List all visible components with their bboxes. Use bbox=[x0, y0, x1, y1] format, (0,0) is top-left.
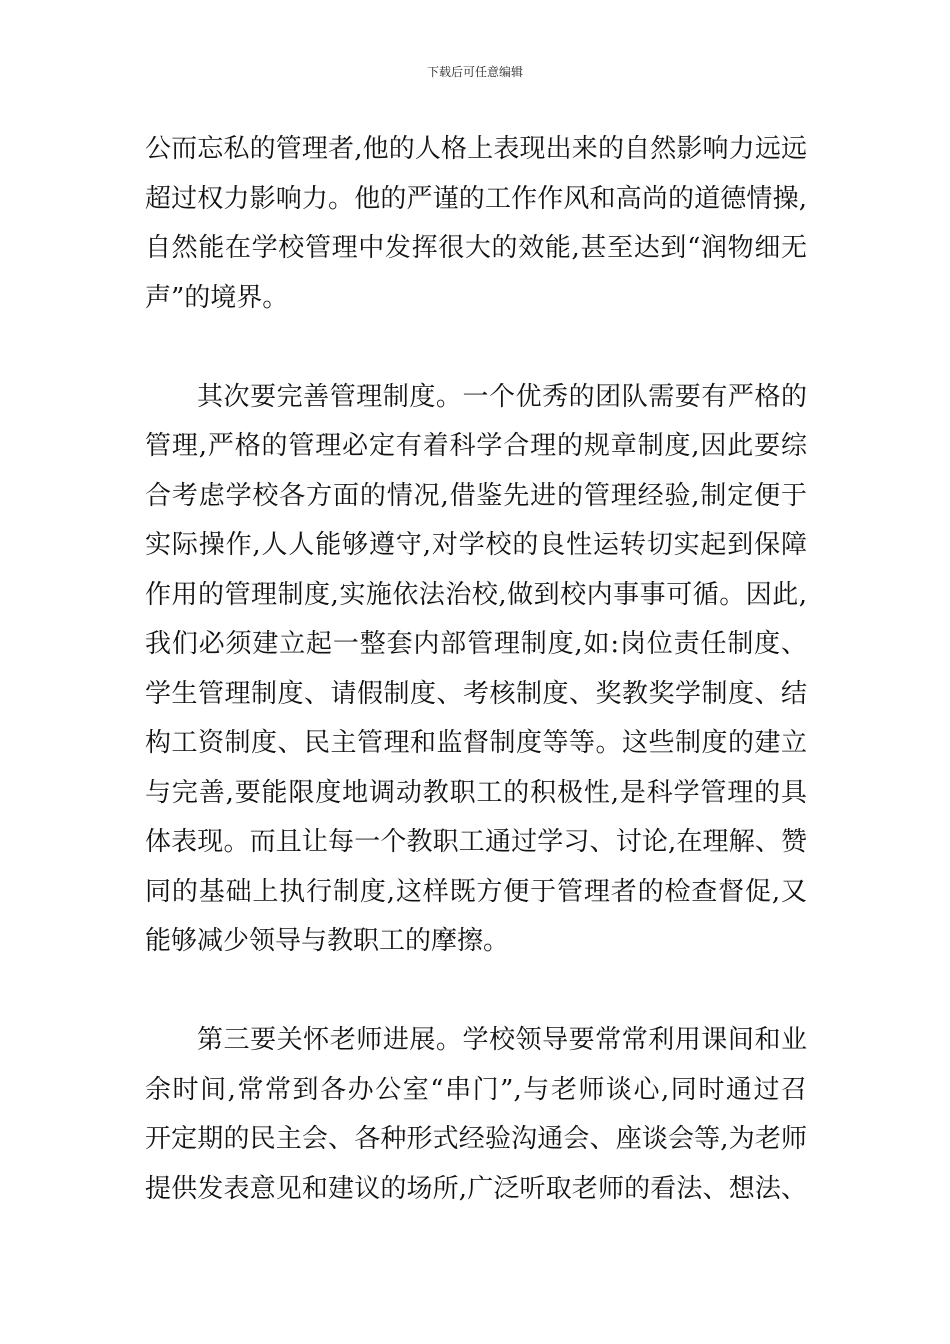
text-line: 开定期的民主会、各种形式经验沟通会、座谈会等,为老师 bbox=[145, 1124, 807, 1154]
text-line: 实际操作,人人能够遵守,对学校的良性运转切实起到保障 bbox=[145, 530, 807, 560]
text-line: 与完善,要能限度地调动教职工的积极性,是科学管理的具 bbox=[145, 777, 807, 808]
text-line: 作用的管理制度,实施依法治校,做到校内事事可循。因此, bbox=[145, 579, 807, 610]
document-body bbox=[145, 125, 807, 1214]
text-line: 自然能在学校管理中发挥很大的效能,甚至达到“润物细无 bbox=[145, 233, 807, 263]
text-line: 公而忘私的管理者,他的人格上表现出来的自然影响力远远 bbox=[145, 134, 807, 164]
text-line: 构工资制度、民主管理和监督制度等等。这些制度的建立 bbox=[145, 728, 807, 758]
text-line: 提供发表意见和建议的场所,广泛听取老师的看法、想法、 bbox=[145, 1173, 807, 1204]
text-line: 学生管理制度、请假制度、考核制度、奖教奖学制度、结 bbox=[145, 678, 807, 709]
paragraph-2 bbox=[145, 373, 807, 967]
text-line: 同的基础上执行制度,这样既方便于管理者的检查督促,又 bbox=[145, 876, 807, 907]
text-line: 超过权力影响力。他的严谨的工作作风和高尚的道德情操, bbox=[145, 183, 807, 214]
text-line: 第三要关怀老师进展。学校领导要常常利用课间和业 bbox=[197, 1025, 807, 1055]
text-line: 合考虑学校各方面的情况,借鉴先进的管理经验,制定便于 bbox=[145, 480, 807, 511]
text-line: 声”的境界。 bbox=[145, 282, 289, 313]
paragraph-gap bbox=[145, 967, 807, 1017]
text-line: 我们必须建立起一整套内部管理制度,如:岗位责任制度、 bbox=[145, 629, 807, 659]
text-line: 能够减少领导与教职工的摩擦。 bbox=[145, 926, 510, 956]
paragraph-1 bbox=[145, 125, 807, 323]
paragraph-3 bbox=[145, 1016, 807, 1214]
text-line: 管理,严格的管理必定有着科学合理的规章制度,因此要综 bbox=[145, 431, 807, 461]
paragraph-gap bbox=[145, 323, 807, 373]
page-header: 下载后可任意编辑 bbox=[426, 65, 523, 79]
text-line: 余时间,常常到各办公室“串门”,与老师谈心,同时通过召 bbox=[145, 1074, 807, 1105]
text-line: 其次要完善管理制度。一个优秀的团队需要有严格的 bbox=[197, 381, 807, 412]
text-line: 体表现。而且让每一个教职工通过学习、讨论,在理解、赞 bbox=[145, 827, 807, 857]
